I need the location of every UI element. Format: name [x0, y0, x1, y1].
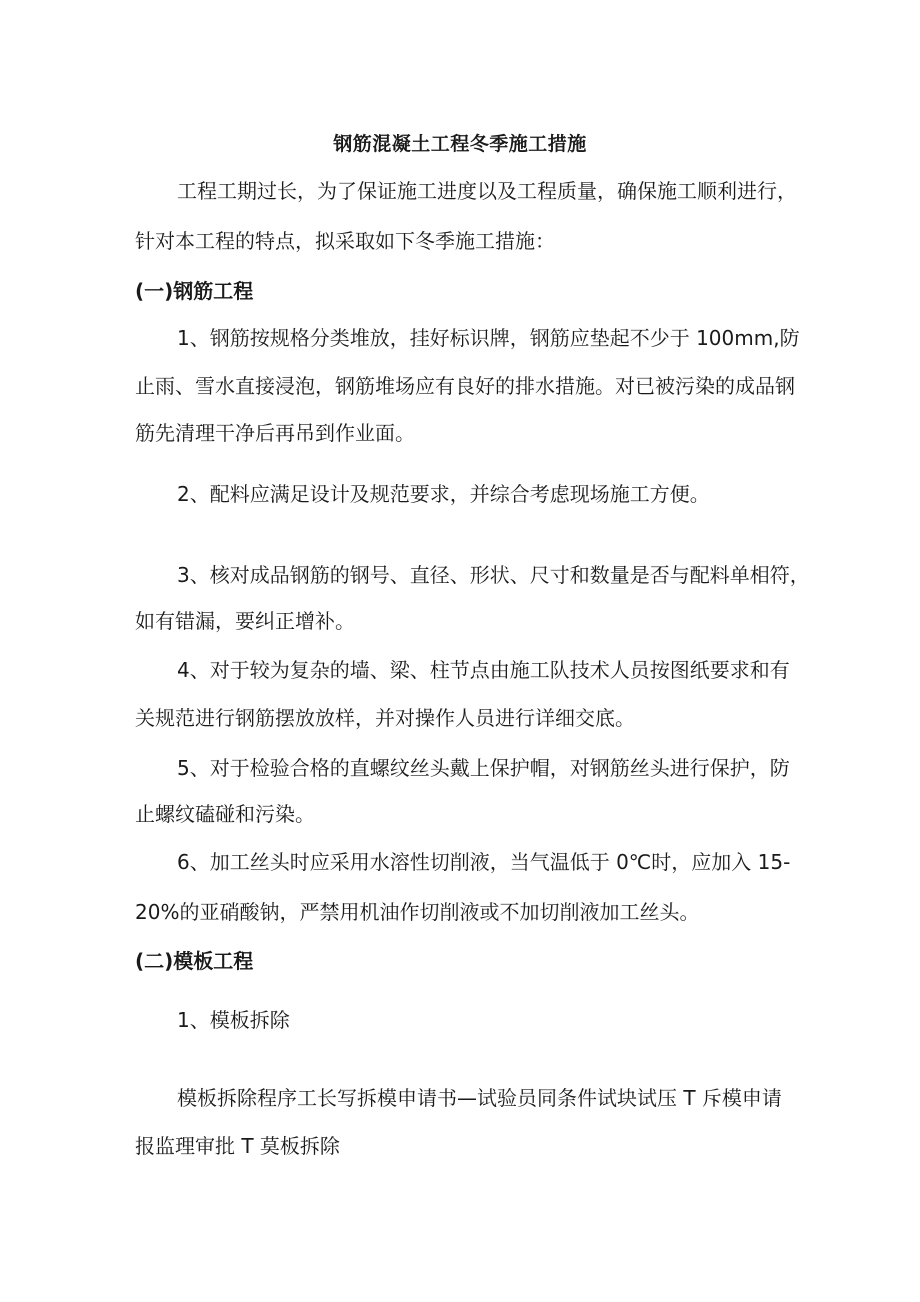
item1-line-3: 筋先清理干净后再吊到作业面。	[135, 421, 415, 445]
subitem1-body-line-1: 模板拆除程序工长写拆模申请书—试验员同条件试块试压 T 斥模申请	[177, 1086, 782, 1110]
item1-line-1: 1、钢筋按规格分类堆放，挂好标识牌，钢筋应垫起不少于 100mm,防	[177, 326, 800, 350]
item4-line-2: 关规范进行钢筋摆放放样，并对操作人员进行详细交底。	[135, 706, 635, 730]
item6-line-1: 6、加工丝头时应采用水溶性切削液，当气温低于 0℃时，应加入 15-	[177, 850, 791, 874]
document-title: 钢筋混凝土工程冬季施工措施	[333, 133, 587, 155]
item1-line-2: 止雨、雪水直接浸泡，钢筋堆场应有良好的排水措施。对已被污染的成品钢	[135, 374, 795, 398]
subitem1-heading: 1、模板拆除	[177, 1008, 290, 1032]
intro-line-1: 工程工期过长，为了保证施工进度以及工程质量，确保施工顺利进行，	[177, 179, 797, 203]
item3-line-2: 如有错漏，要纠正增补。	[135, 609, 355, 633]
subitem1-body-line-2: 报监理审批 T 莫板拆除	[135, 1134, 340, 1158]
item5-line-1: 5、对于检验合格的直螺纹丝头戴上保护帽，对钢筋丝头进行保护，防	[177, 756, 790, 780]
item3-line-1: 3、核对成品钢筋的钢号、直径、形状、尺寸和数量是否与配料单相符，	[177, 563, 810, 587]
section-heading-formwork: (二)模板工程	[135, 949, 254, 973]
item4-line-1: 4、对于较为复杂的墙、梁、柱节点由施工队技术人员按图纸要求和有	[177, 658, 790, 682]
intro-line-2: 针对本工程的特点，拟采取如下冬季施工措施：	[135, 229, 555, 253]
item2-line-1: 2、配料应满足设计及规范要求，并综合考虑现场施工方便。	[177, 482, 710, 506]
section-heading-rebar: (一)钢筋工程	[135, 279, 254, 303]
item6-line-2: 20%的亚硝酸钠，严禁用机油作切削液或不加切削液加工丝头。	[135, 900, 700, 924]
item5-line-2: 止螺纹磕碰和污染。	[135, 802, 315, 826]
